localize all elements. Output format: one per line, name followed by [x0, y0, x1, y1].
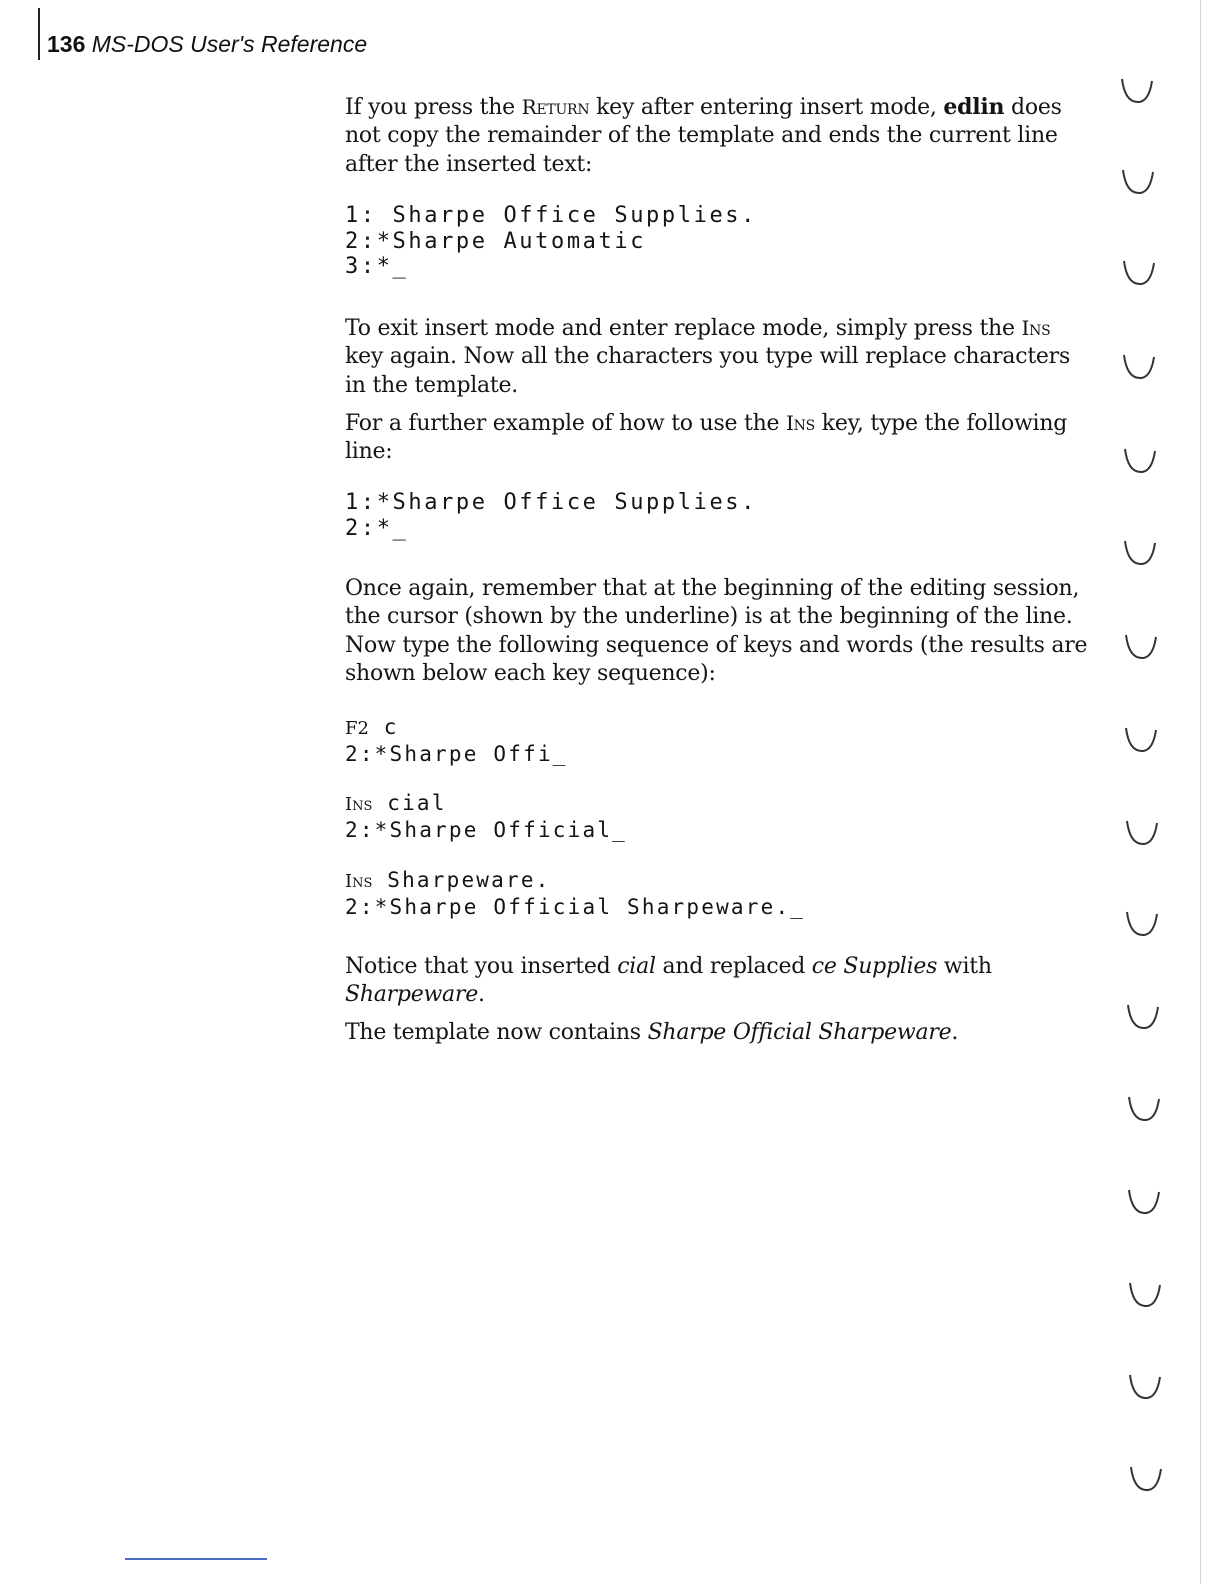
typed-text: Sharpeware. [387, 868, 551, 892]
code-line: 2:*Sharpe Automatic [345, 228, 647, 254]
command-name-edlin: edlin [943, 94, 1005, 120]
code-block-1 [345, 203, 757, 280]
footer-rule [125, 1558, 267, 1560]
result-line: 2:*Sharpe Offi_ [345, 741, 568, 766]
key-sequence-3 [345, 868, 805, 920]
binder-hole-icon [1121, 725, 1163, 755]
italic-term: cial [617, 954, 656, 979]
binder-hole-icon [1119, 258, 1161, 288]
key-name-f2: F2 [345, 718, 369, 739]
running-title: MS-DOS User's Reference [91, 31, 368, 57]
binder-hole-icon [1125, 1372, 1167, 1402]
binder-hole-icon [1124, 1187, 1166, 1217]
binder-hole-icon [1120, 446, 1162, 476]
text-run: . [477, 982, 485, 1008]
typed-text: cial [387, 791, 447, 815]
binder-hole-icon [1121, 632, 1163, 662]
binder-hole-icon [1126, 1464, 1168, 1494]
page-number: 136 [47, 31, 86, 57]
key-name-ins: Ins [345, 794, 373, 815]
paragraph-template-contains [345, 1019, 958, 1047]
code-line: 2:*_ [345, 515, 409, 541]
text-run: does not copy the remainder of the template and ends the current line after the inserted text: [345, 95, 1062, 177]
paragraph-cursor-note: Once again, remember that at the beginning of the editing session, the cursor (shown by the underline) is at the beginning of the line. Now type the following sequence of keys and words (the results are shown below each key sequence): [345, 576, 1088, 687]
text-run: For a further example of how to use the [345, 411, 787, 436]
text-run: To exit insert mode and enter replace mode, simply press the [345, 316, 1022, 341]
paragraph-further-example [345, 409, 1090, 467]
binder-hole-icon [1118, 167, 1160, 197]
text-run: . [951, 1020, 959, 1045]
key-sequence-2 [345, 791, 627, 843]
binder-hole-icon [1122, 818, 1164, 848]
result-line: 2:*Sharpe Official Sharpeware._ [345, 894, 806, 919]
code-block-2 [345, 490, 757, 541]
binder-hole-icon [1123, 1002, 1165, 1032]
text-run: The template now contains [345, 1020, 648, 1045]
header-rule [38, 8, 40, 60]
paragraph-notice [345, 953, 992, 1010]
page-edge-line [1200, 0, 1201, 1584]
binder-hole-icon [1120, 538, 1162, 568]
binder-hole-icon [1122, 909, 1164, 939]
key-name-ins: Ins [786, 411, 816, 435]
text-run: If you press the [345, 95, 522, 120]
typed-text: c [383, 715, 399, 739]
binder-hole-icon [1117, 76, 1159, 106]
text-run: with [937, 954, 992, 979]
binder-hole-icon [1125, 1280, 1167, 1310]
key-name-ins: Ins [345, 871, 373, 892]
result-line: 2:*Sharpe Official_ [345, 817, 628, 842]
text-run: Notice that you inserted [345, 954, 618, 979]
binder-holes [1110, 0, 1200, 1584]
text-run: key again. Now all the characters you type will replace characters in the template. [345, 344, 1070, 398]
binder-hole-icon [1119, 352, 1161, 382]
key-name-return: Return [521, 95, 590, 119]
code-line: 3:*_ [345, 254, 409, 279]
paragraph-exit-insert [345, 314, 1090, 400]
italic-term: Sharpe Official Sharpeware [647, 1020, 952, 1045]
italic-term: Sharpeware [345, 982, 478, 1008]
code-line: 1: Sharpe Office Supplies. [345, 203, 757, 228]
key-name-ins: Ins [1021, 316, 1051, 340]
text-run: and replaced [655, 954, 812, 979]
code-line: 1:*Sharpe Office Supplies. [345, 490, 757, 515]
page-header [47, 31, 367, 58]
italic-term: ce Supplies [811, 954, 938, 979]
paragraph-return-key [345, 93, 1090, 179]
binder-hole-icon [1124, 1094, 1166, 1124]
key-sequence-1 [345, 715, 568, 767]
text-run: key, type the following line: [345, 411, 1068, 465]
text-run: key after entering insert mode, [589, 95, 944, 120]
